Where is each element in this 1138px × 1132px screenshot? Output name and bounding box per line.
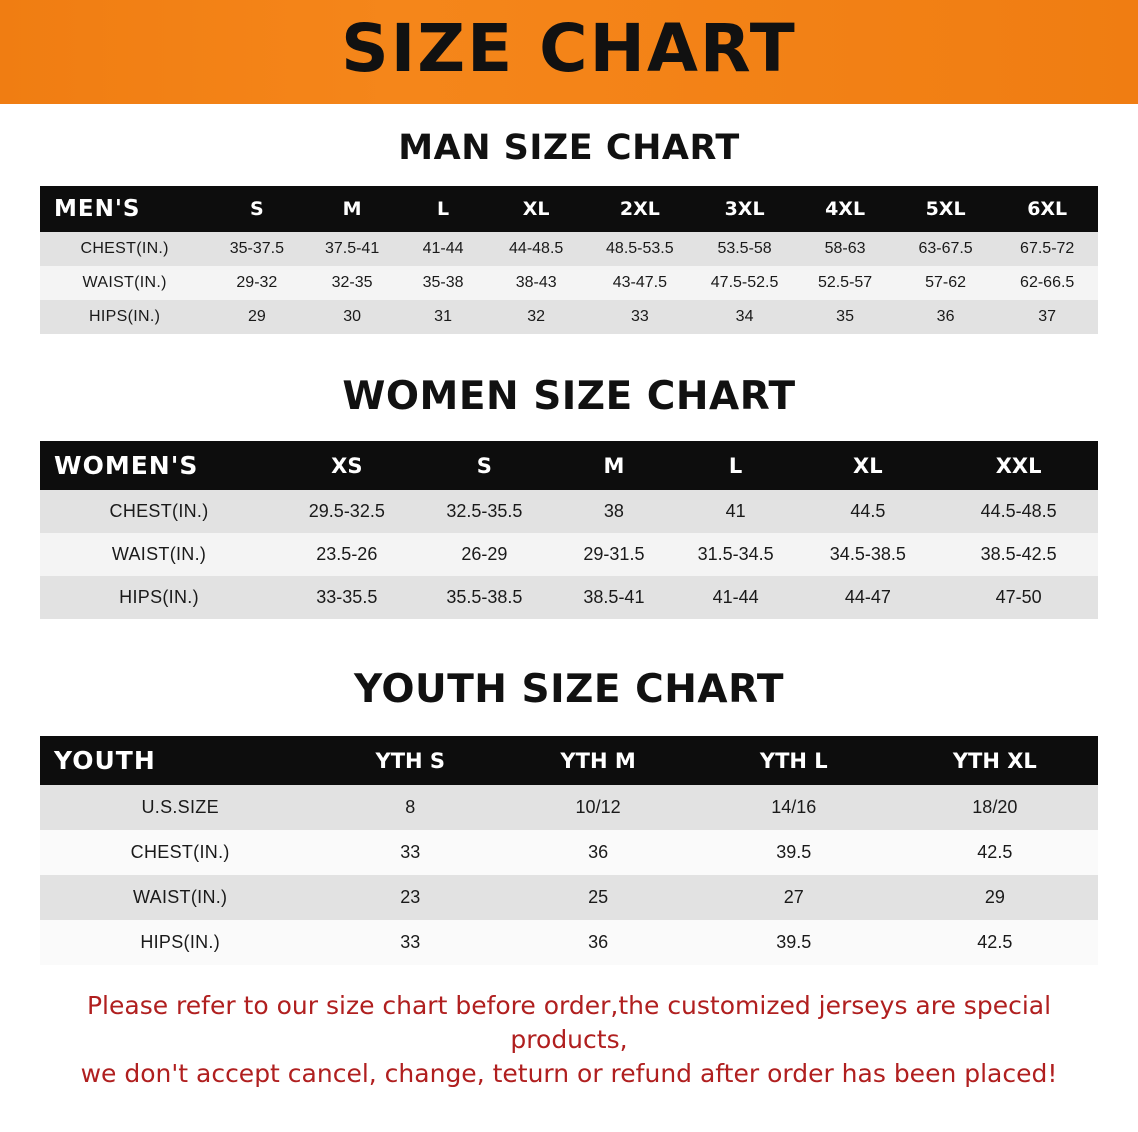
cell: 33 <box>320 920 500 965</box>
cell: 32 <box>486 300 585 334</box>
row-label-chest: CHEST(IN.) <box>40 232 209 266</box>
cell: 39.5 <box>696 830 892 875</box>
col-header-6xl: 6XL <box>996 186 1098 232</box>
cell: 29-32 <box>209 266 304 300</box>
cell: 35-37.5 <box>209 232 304 266</box>
cell: 8 <box>320 785 500 830</box>
col-header-womens: WOMEN'S <box>40 441 278 490</box>
youth-section-heading: YOUTH SIZE CHART <box>354 667 784 712</box>
youth-size-table <box>40 736 1098 965</box>
women-section-heading: WOMEN SIZE CHART <box>342 374 796 419</box>
cell: 44-48.5 <box>486 232 585 266</box>
col-header-m: M <box>304 186 399 232</box>
table-row <box>40 830 1098 875</box>
cell: 25 <box>500 875 696 920</box>
col-header-xs: XS <box>278 441 416 490</box>
cell: 32-35 <box>304 266 399 300</box>
cell: 34 <box>694 300 796 334</box>
cell: 63-67.5 <box>895 232 997 266</box>
row-label-waist: WAIST(IN.) <box>40 533 278 576</box>
col-header-5xl: 5XL <box>895 186 997 232</box>
cell: 38 <box>553 490 675 533</box>
cell: 44.5-48.5 <box>939 490 1098 533</box>
col-header-xxl: XXL <box>939 441 1098 490</box>
col-header-s: S <box>416 441 554 490</box>
row-label-hips: HIPS(IN.) <box>40 576 278 619</box>
cell: 14/16 <box>696 785 892 830</box>
cell: 38.5-41 <box>553 576 675 619</box>
table-row <box>40 300 1098 334</box>
col-header-2xl: 2XL <box>586 186 694 232</box>
cell: 29.5-32.5 <box>278 490 416 533</box>
col-header-m: M <box>553 441 675 490</box>
cell: 47-50 <box>939 576 1098 619</box>
cell: 26-29 <box>416 533 554 576</box>
youth-table-wrapper <box>40 736 1098 965</box>
cell: 37 <box>996 300 1098 334</box>
table-row <box>40 232 1098 266</box>
cell: 35-38 <box>400 266 487 300</box>
cell: 42.5 <box>892 830 1098 875</box>
cell: 23 <box>320 875 500 920</box>
cell: 32.5-35.5 <box>416 490 554 533</box>
cell: 30 <box>304 300 399 334</box>
disclaimer-line-2: we don't accept cancel, change, teturn or refund after order has been placed! <box>80 1058 1058 1088</box>
row-label-chest: CHEST(IN.) <box>40 490 278 533</box>
banner <box>0 0 1138 104</box>
table-row <box>40 266 1098 300</box>
row-label-us-size: U.S.SIZE <box>40 785 320 830</box>
cell: 36 <box>500 920 696 965</box>
cell: 62-66.5 <box>996 266 1098 300</box>
row-label-waist: WAIST(IN.) <box>40 266 209 300</box>
cell: 35 <box>795 300 894 334</box>
men-size-table <box>40 186 1098 334</box>
table-row <box>40 533 1098 576</box>
table-row <box>40 920 1098 965</box>
cell: 39.5 <box>696 920 892 965</box>
col-header-yth-l: YTH L <box>696 736 892 785</box>
cell: 29 <box>892 875 1098 920</box>
col-header-yth-s: YTH S <box>320 736 500 785</box>
col-header-youth: YOUTH <box>40 736 320 785</box>
col-header-mens: MEN'S <box>40 186 209 232</box>
cell: 47.5-52.5 <box>694 266 796 300</box>
table-header-row <box>40 186 1098 232</box>
cell: 53.5-58 <box>694 232 796 266</box>
cell: 31.5-34.5 <box>675 533 797 576</box>
row-label-hips: HIPS(IN.) <box>40 920 320 965</box>
row-label-hips: HIPS(IN.) <box>40 300 209 334</box>
cell: 44-47 <box>796 576 939 619</box>
women-size-table <box>40 441 1098 619</box>
cell: 29-31.5 <box>553 533 675 576</box>
cell: 33 <box>320 830 500 875</box>
col-header-yth-xl: YTH XL <box>892 736 1098 785</box>
table-row <box>40 576 1098 619</box>
cell: 52.5-57 <box>795 266 894 300</box>
cell: 31 <box>400 300 487 334</box>
cell: 43-47.5 <box>586 266 694 300</box>
cell: 10/12 <box>500 785 696 830</box>
disclaimer-note <box>36 989 1102 1090</box>
cell: 58-63 <box>795 232 894 266</box>
col-header-l: L <box>400 186 487 232</box>
cell: 35.5-38.5 <box>416 576 554 619</box>
cell: 41-44 <box>400 232 487 266</box>
cell: 34.5-38.5 <box>796 533 939 576</box>
table-header-row <box>40 736 1098 785</box>
table-row <box>40 490 1098 533</box>
cell: 36 <box>500 830 696 875</box>
cell: 33-35.5 <box>278 576 416 619</box>
cell: 57-62 <box>895 266 997 300</box>
cell: 27 <box>696 875 892 920</box>
cell: 33 <box>586 300 694 334</box>
man-table-wrapper <box>40 186 1098 334</box>
col-header-l: L <box>675 441 797 490</box>
cell: 38-43 <box>486 266 585 300</box>
col-header-3xl: 3XL <box>694 186 796 232</box>
cell: 41-44 <box>675 576 797 619</box>
table-row <box>40 785 1098 830</box>
cell: 48.5-53.5 <box>586 232 694 266</box>
cell: 18/20 <box>892 785 1098 830</box>
col-header-4xl: 4XL <box>795 186 894 232</box>
cell: 67.5-72 <box>996 232 1098 266</box>
page-title: SIZE CHART <box>341 10 797 87</box>
women-table-wrapper <box>40 441 1098 619</box>
table-header-row <box>40 441 1098 490</box>
cell: 36 <box>895 300 997 334</box>
col-header-s: S <box>209 186 304 232</box>
row-label-chest: CHEST(IN.) <box>40 830 320 875</box>
row-label-waist: WAIST(IN.) <box>40 875 320 920</box>
cell: 44.5 <box>796 490 939 533</box>
cell: 23.5-26 <box>278 533 416 576</box>
cell: 42.5 <box>892 920 1098 965</box>
cell: 37.5-41 <box>304 232 399 266</box>
col-header-yth-m: YTH M <box>500 736 696 785</box>
disclaimer-line-1: Please refer to our size chart before order,the customized jerseys are special products, <box>86 991 1052 1054</box>
cell: 38.5-42.5 <box>939 533 1098 576</box>
col-header-xl: XL <box>796 441 939 490</box>
cell: 29 <box>209 300 304 334</box>
man-section-heading: MAN SIZE CHART <box>398 128 740 168</box>
cell: 41 <box>675 490 797 533</box>
table-row <box>40 875 1098 920</box>
col-header-xl: XL <box>486 186 585 232</box>
